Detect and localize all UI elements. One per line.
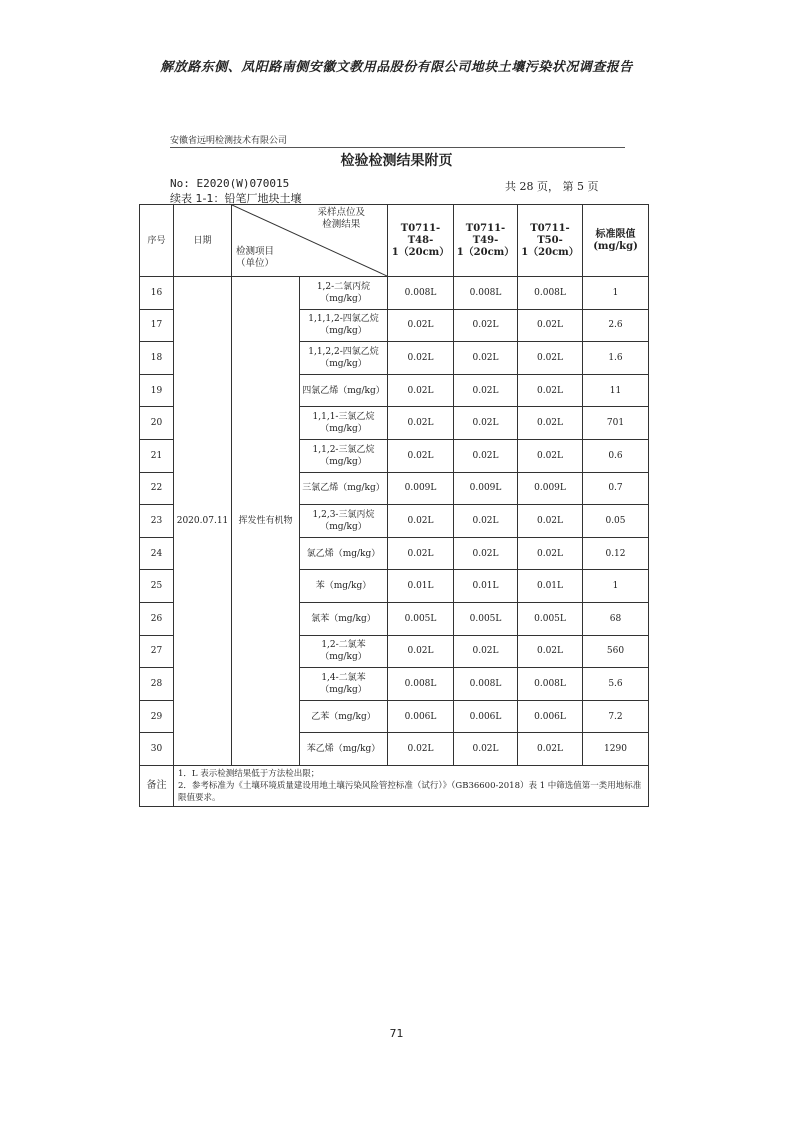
row-value-s3: 0.02L	[518, 733, 583, 766]
row-test-item	[300, 472, 388, 505]
row-value-s2: 0.008L	[454, 277, 518, 310]
row-seq: 28	[140, 668, 174, 701]
row-value-s3: 0.02L	[518, 635, 583, 668]
company-name: 安徽省远明检测技术有限公司	[170, 133, 625, 148]
row-value-s1: 0.02L	[388, 309, 454, 342]
row-seq: 22	[140, 472, 174, 505]
item-name: 氯苯（mg/kg）	[311, 613, 376, 624]
row-seq: 19	[140, 374, 174, 407]
row-value-s1: 0.01L	[388, 570, 454, 603]
row-test-item	[300, 407, 388, 440]
row-value-s1: 0.009L	[388, 472, 454, 505]
row-test-item	[300, 602, 388, 635]
row-test-item	[300, 635, 388, 668]
row-standard-limit: 7.2	[583, 700, 649, 733]
row-value-s3: 0.008L	[518, 668, 583, 701]
header-point-line2: 检测结果	[322, 219, 361, 230]
test-category: 挥发性有机物	[232, 277, 300, 766]
page-count: 共 28 页， 第 5 页	[505, 180, 599, 193]
results-table	[139, 204, 649, 807]
row-standard-limit: 11	[583, 374, 649, 407]
row-seq: 27	[140, 635, 174, 668]
row-value-s2: 0.02L	[454, 374, 518, 407]
item-name: 四氯乙烯（mg/kg）	[302, 385, 385, 396]
row-value-s3: 0.02L	[518, 505, 583, 538]
header-date: 日期	[174, 205, 232, 277]
header-s1-line2: 1（20cm）	[391, 246, 450, 258]
row-test-item	[300, 733, 388, 766]
header-s2-line2: 1（20cm）	[456, 246, 515, 258]
notes-label: 备注	[140, 765, 174, 806]
row-value-s3: 0.005L	[518, 602, 583, 635]
row-value-s2: 0.02L	[454, 537, 518, 570]
row-seq: 26	[140, 602, 174, 635]
item-name: 1,2-二氯丙烷	[316, 281, 371, 292]
row-value-s1: 0.02L	[388, 342, 454, 375]
row-test-item	[300, 277, 388, 310]
row-value-s2: 0.009L	[454, 472, 518, 505]
row-value-s3: 0.02L	[518, 309, 583, 342]
row-standard-limit: 2.6	[583, 309, 649, 342]
row-value-s1: 0.005L	[388, 602, 454, 635]
page-number: 71	[389, 1027, 404, 1040]
row-test-item	[300, 700, 388, 733]
item-unit: （mg/kg）	[320, 326, 367, 337]
table-header-row	[140, 205, 649, 277]
row-value-s1: 0.02L	[388, 407, 454, 440]
row-test-item	[300, 342, 388, 375]
row-seq: 30	[140, 733, 174, 766]
row-standard-limit: 1290	[583, 733, 649, 766]
row-test-item	[300, 309, 388, 342]
item-unit: （mg/kg）	[320, 358, 367, 369]
row-value-s2: 0.01L	[454, 570, 518, 603]
row-test-item	[300, 374, 388, 407]
row-test-item	[300, 570, 388, 603]
header-test-item	[236, 246, 274, 270]
row-value-s3: 0.006L	[518, 700, 583, 733]
item-name: 1,2-二氯苯（mg/kg）	[320, 640, 367, 663]
header-item-line1: 检测项目	[236, 246, 275, 257]
row-value-s1: 0.02L	[388, 374, 454, 407]
row-standard-limit: 0.6	[583, 439, 649, 472]
sampling-date: 2020.07.11	[174, 277, 232, 766]
row-seq: 25	[140, 570, 174, 603]
row-standard-limit: 0.12	[583, 537, 649, 570]
row-value-s1: 0.02L	[388, 537, 454, 570]
item-name: 乙苯（mg/kg）	[311, 711, 376, 722]
row-value-s1: 0.02L	[388, 439, 454, 472]
row-value-s2: 0.008L	[454, 668, 518, 701]
row-standard-limit: 1	[583, 277, 649, 310]
header-point-line1: 采样点位及	[317, 207, 365, 218]
row-value-s3: 0.02L	[518, 537, 583, 570]
row-value-s2: 0.02L	[454, 407, 518, 440]
item-name: 氯乙烯（mg/kg）	[306, 548, 381, 559]
header-limit-line1: 标准限值	[595, 228, 636, 240]
row-value-s2: 0.02L	[454, 505, 518, 538]
row-value-s3: 0.02L	[518, 342, 583, 375]
row-value-s3: 0.02L	[518, 407, 583, 440]
row-value-s1: 0.02L	[388, 635, 454, 668]
item-name: 1,1,1-三氯乙烷	[312, 412, 375, 423]
row-seq: 17	[140, 309, 174, 342]
row-standard-limit: 0.05	[583, 505, 649, 538]
table-caption: 续表 1-1：铅笔厂地块土壤	[170, 192, 302, 205]
row-seq: 18	[140, 342, 174, 375]
item-unit: （mg/kg）	[320, 521, 367, 532]
item-name: 1,2,3-三氯丙烷	[312, 509, 375, 520]
row-test-item	[300, 439, 388, 472]
row-standard-limit: 0.7	[583, 472, 649, 505]
item-unit: （mg/kg）	[320, 293, 367, 304]
notes-content	[174, 765, 649, 806]
row-seq: 24	[140, 537, 174, 570]
header-sample-3	[518, 205, 583, 277]
note-item: 2．参考标准为《土壤环境质量建设用地土壤污染风险管控标准（试行）》（GB36600-2018）表 1 中筛选值第一类用地标准限值要求。	[178, 780, 642, 803]
header-standard-limit	[583, 205, 649, 277]
row-test-item	[300, 505, 388, 538]
row-standard-limit: 5.6	[583, 668, 649, 701]
item-unit: （mg/kg）	[320, 456, 367, 467]
row-seq: 16	[140, 277, 174, 310]
row-standard-limit: 1.6	[583, 342, 649, 375]
page-title: 检验检测结果附页	[340, 153, 453, 169]
item-name: 1,1,1,2-四氯乙烷	[308, 314, 379, 325]
header-s3-line2: 1（20cm）	[521, 246, 579, 258]
header-s2-line1: T0711-T49-	[465, 222, 506, 246]
row-value-s3: 0.02L	[518, 439, 583, 472]
item-name: 1,1,2-三氯乙烷	[312, 444, 375, 455]
report-number: No: E2020(W)070015	[170, 177, 290, 190]
row-value-s3: 0.01L	[518, 570, 583, 603]
header-sample-2	[454, 205, 518, 277]
row-value-s2: 0.02L	[454, 635, 518, 668]
item-name: 1,4-二氯苯（mg/kg）	[320, 672, 367, 695]
row-value-s2: 0.006L	[454, 700, 518, 733]
table-body	[140, 277, 649, 766]
row-standard-limit: 560	[583, 635, 649, 668]
header-s1-line1: T0711-T48-	[400, 222, 441, 246]
header-limit-line2: (mg/kg)	[593, 240, 638, 252]
row-test-item	[300, 668, 388, 701]
header-item-point-diagonal	[232, 205, 388, 277]
row-value-s1: 0.006L	[388, 700, 454, 733]
row-value-s2: 0.02L	[454, 309, 518, 342]
header-item-line2: （单位）	[236, 258, 275, 269]
item-unit: （mg/kg）	[320, 424, 367, 435]
header-seq: 序号	[140, 205, 174, 277]
row-value-s1: 0.02L	[388, 505, 454, 538]
item-name: 1,1,2,2-四氯乙烷	[308, 346, 379, 357]
row-value-s3: 0.02L	[518, 374, 583, 407]
row-seq: 23	[140, 505, 174, 538]
row-standard-limit: 1	[583, 570, 649, 603]
item-name: 苯（mg/kg）	[315, 581, 372, 592]
row-test-item	[300, 537, 388, 570]
item-name: 苯乙烯（mg/kg）	[306, 744, 381, 755]
row-seq: 20	[140, 407, 174, 440]
notes-row	[140, 765, 649, 806]
row-value-s3: 0.009L	[518, 472, 583, 505]
row-value-s2: 0.02L	[454, 439, 518, 472]
row-value-s1: 0.008L	[388, 277, 454, 310]
header-sample-1	[388, 205, 454, 277]
row-value-s1: 0.008L	[388, 668, 454, 701]
item-name: 三氯乙烯（mg/kg）	[302, 483, 385, 494]
row-seq: 29	[140, 700, 174, 733]
row-seq: 21	[140, 439, 174, 472]
row-value-s2: 0.005L	[454, 602, 518, 635]
header-sampling-point	[317, 207, 365, 231]
row-standard-limit: 68	[583, 602, 649, 635]
document-header: 解放路东侧、凤阳路南侧安徽文教用品股份有限公司地块土壤污染状况调查报告	[160, 60, 633, 75]
header-s3-line1: T0711-T50-	[530, 222, 570, 246]
row-value-s3: 0.008L	[518, 277, 583, 310]
row-value-s1: 0.02L	[388, 733, 454, 766]
row-value-s2: 0.02L	[454, 342, 518, 375]
row-value-s2: 0.02L	[454, 733, 518, 766]
row-standard-limit: 701	[583, 407, 649, 440]
note-item: 1．L 表示检测结果低于方法检出限；	[178, 768, 320, 779]
table-row	[140, 277, 649, 310]
